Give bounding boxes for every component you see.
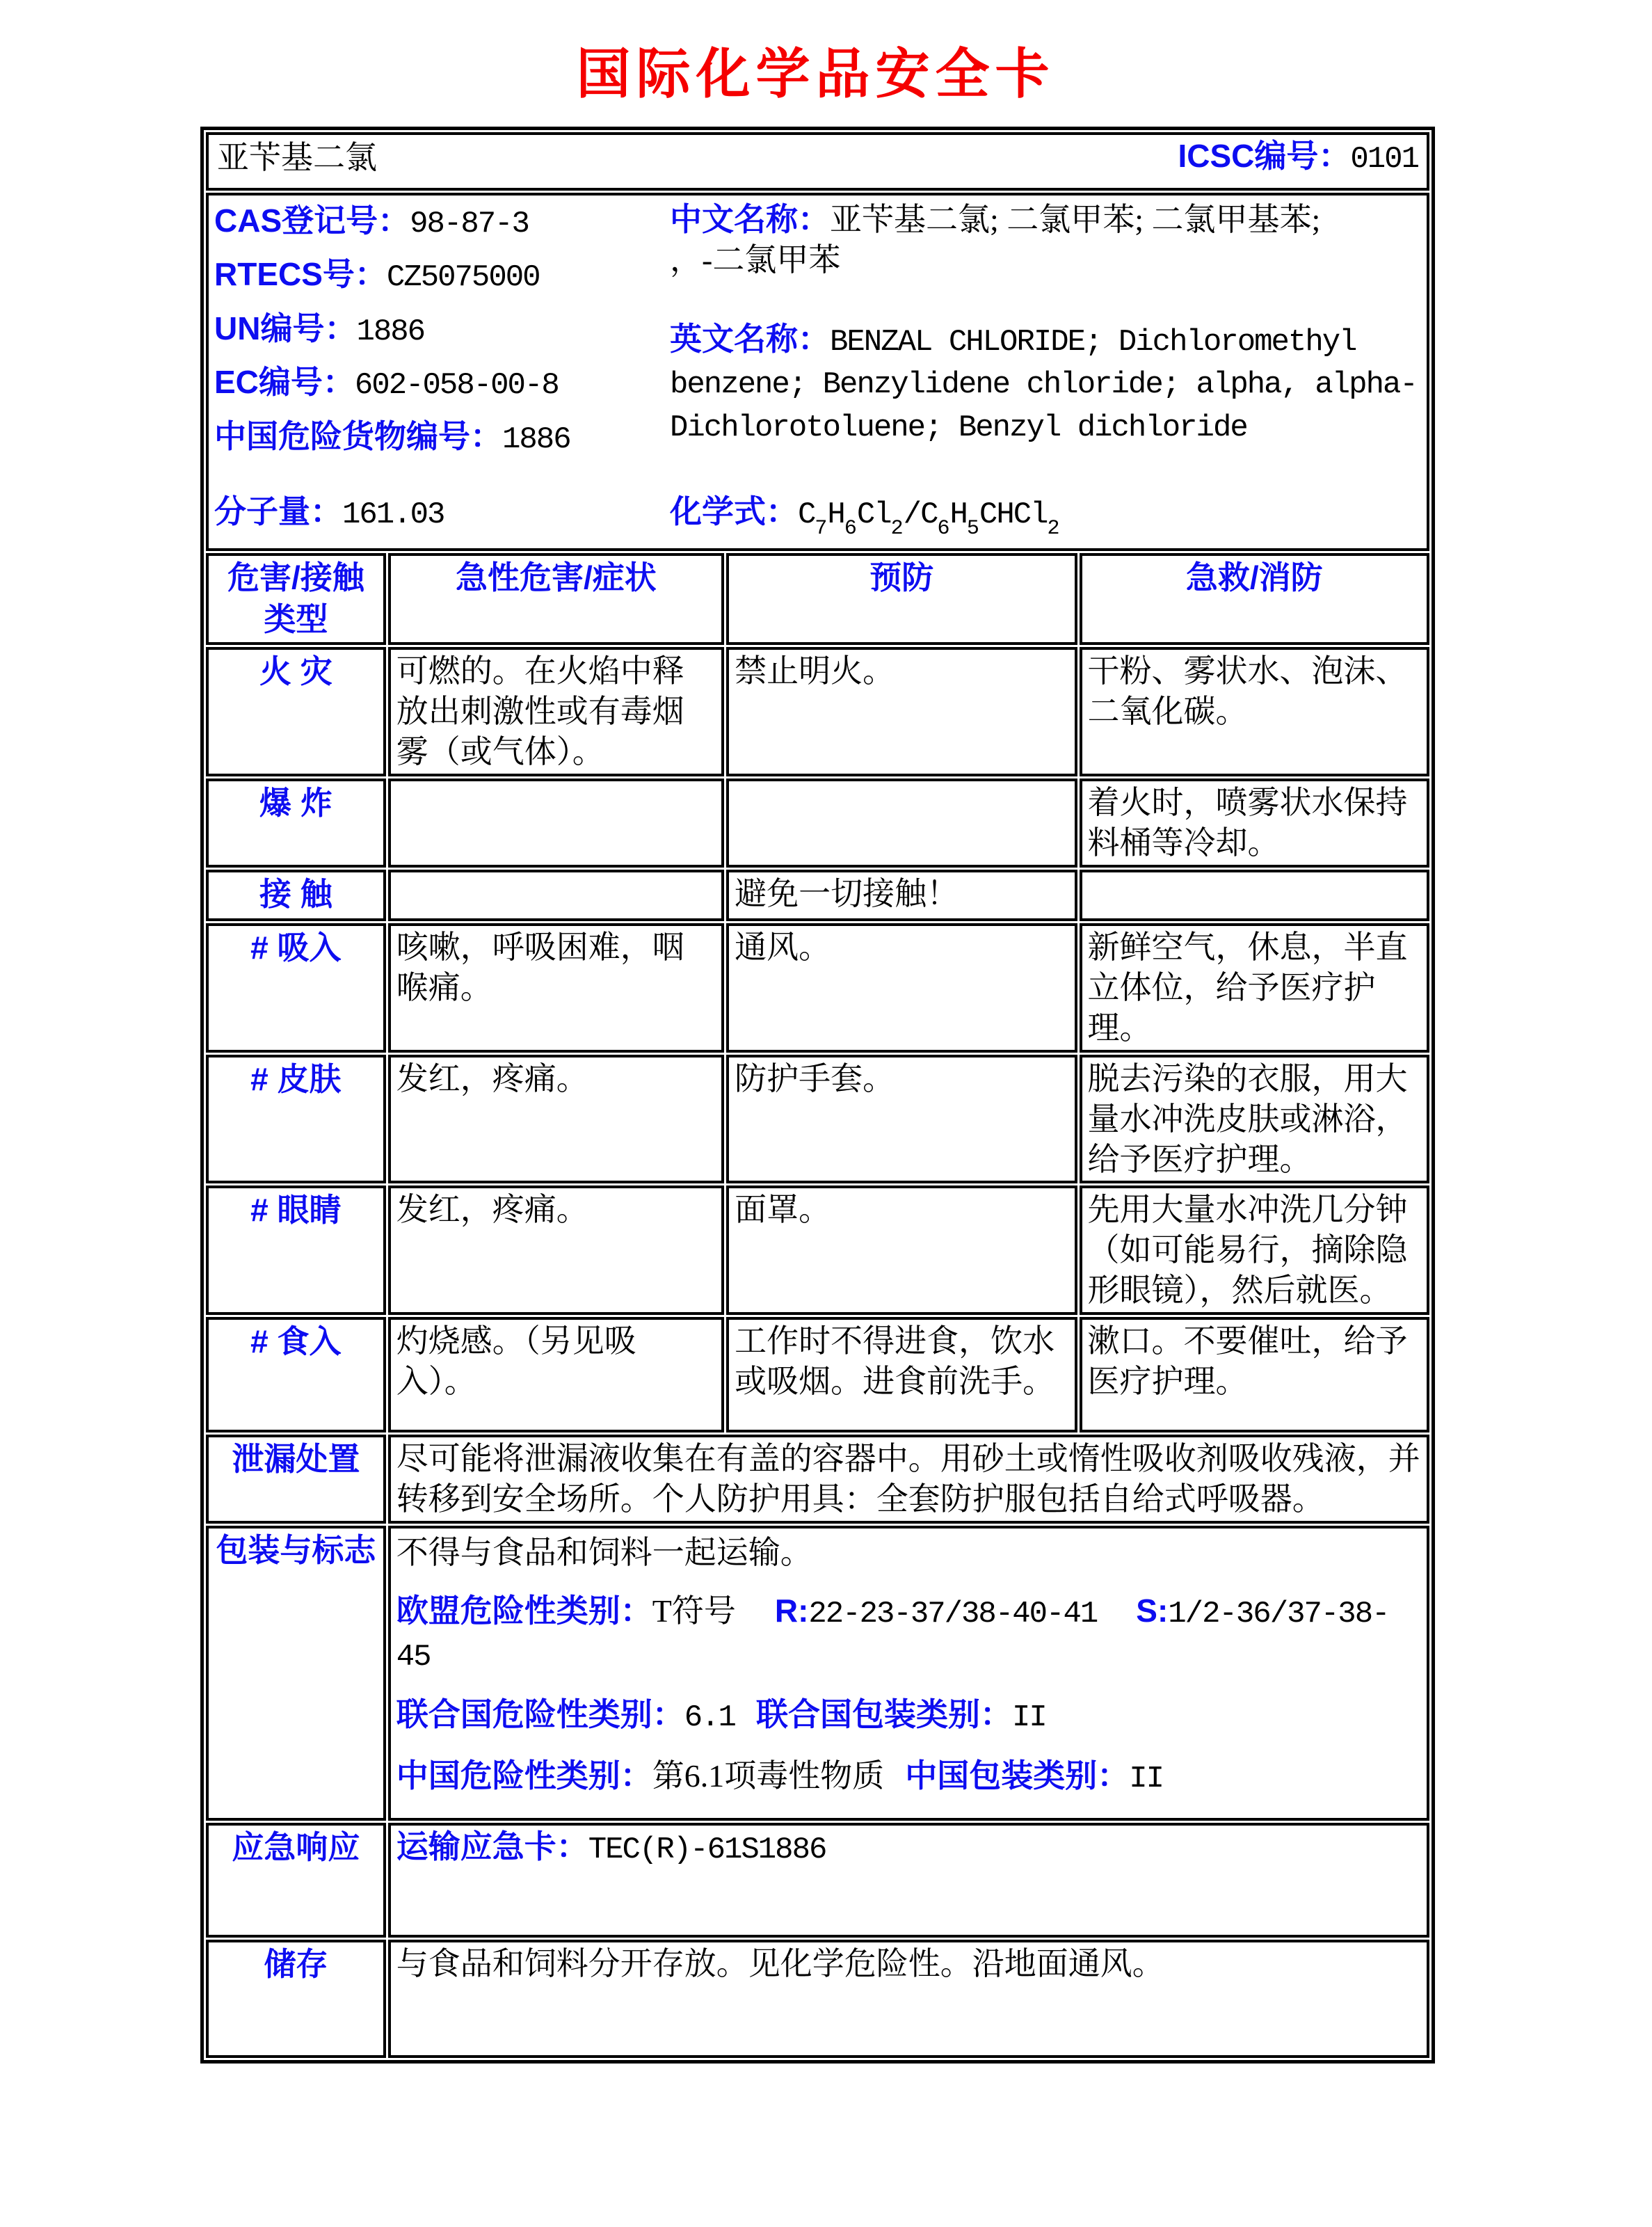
row-eyes	[206, 1186, 1429, 1315]
fire-prevention-cell: 禁止明火。	[726, 647, 1077, 776]
row-inhalation	[206, 923, 1429, 1053]
cas-number-line	[214, 201, 670, 244]
emergency-label-cell: 应急响应	[206, 1823, 386, 1938]
molecular-weight-label: 分子量：	[214, 493, 342, 530]
ingestion-symptoms-cell: 灼烧感。（另见吸入）。	[388, 1317, 724, 1432]
skin-type-cell: # 皮肤	[206, 1055, 386, 1184]
skin-symptoms-cell: 发红，疼痛。	[388, 1055, 724, 1184]
un-class-value: 6.1	[684, 1700, 735, 1736]
row-skin	[206, 1055, 1429, 1184]
eu-r-value: 22-23-37/38-40-41	[808, 1597, 1098, 1632]
molecular-weight-line	[214, 492, 670, 547]
icsc-number-group	[1178, 136, 1418, 179]
eu-hazard-value: T符号	[652, 1593, 736, 1629]
contact-symptoms-cell	[388, 870, 724, 921]
eyes-response-cell: 先用大量水冲洗几分钟（如可能易行，摘除隐形眼镜），然后就医。	[1080, 1186, 1429, 1315]
contact-response-cell	[1080, 870, 1429, 921]
un-number-line	[214, 309, 670, 351]
cn-pack-label: 中国包装类别：	[905, 1757, 1130, 1794]
explosion-prevention-cell	[726, 779, 1077, 868]
hazard-header-type-line2: 类型	[264, 600, 328, 637]
explosion-response-cell: 着火时，喷雾状水保持料桶等冷却。	[1080, 779, 1429, 868]
ingestion-prevention-cell: 工作时不得进食，饮水或吸烟。进食前洗手。	[726, 1317, 1077, 1432]
rtecs-label: RTECS号：	[214, 256, 387, 293]
china-dg-label: 中国危险货物编号：	[214, 417, 502, 454]
row-identifiers	[206, 193, 1429, 551]
un-label: UN编号：	[214, 310, 357, 346]
ec-number-line	[214, 362, 670, 405]
ec-label: EC编号：	[214, 364, 355, 401]
cas-value: 98-87-3	[410, 207, 529, 241]
substance-name: 亚苄基二氯	[217, 139, 377, 175]
row-card-header	[206, 132, 1429, 191]
chemical-names	[670, 197, 1421, 492]
packaging-un-line	[396, 1695, 1421, 1737]
row-explosion	[206, 779, 1429, 868]
cn-class-label: 中国危险性类别：	[396, 1757, 652, 1794]
chinese-name-line2: ，-二氯甲苯	[670, 241, 841, 278]
chinese-name-line1: 亚苄基二氯; 二氯甲苯; 二氯甲基苯;	[830, 202, 1321, 237]
un-class-label: 联合国危险性类别：	[396, 1696, 684, 1733]
packaging-label-cell: 包装与标志	[206, 1526, 386, 1821]
rtecs-value: CZ5075000	[386, 260, 540, 296]
card-header-cell	[206, 132, 1429, 191]
un-pack-value: II	[1011, 1700, 1046, 1736]
cn-class-value: 第6.1项毒性物质	[652, 1757, 885, 1794]
inhalation-symptoms-cell: 咳嗽，呼吸困难，咽喉痛。	[388, 923, 724, 1053]
registry-numbers	[214, 197, 670, 492]
hazard-header-response: 急救/消防	[1080, 553, 1429, 645]
eyes-symptoms-cell: 发红，疼痛。	[388, 1186, 724, 1315]
transport-card-value: TEC(R)-61S1886	[588, 1832, 826, 1867]
row-fire	[206, 647, 1429, 776]
inhalation-response-cell: 新鲜空气，休息，半直立体位，给予医疗护理。	[1080, 923, 1429, 1053]
hazard-header-prevention: 预防	[726, 553, 1077, 645]
spill-label-cell: 泄漏处置	[206, 1435, 386, 1524]
storage-label-cell: 储存	[206, 1940, 386, 2058]
row-emergency	[206, 1823, 1429, 1938]
skin-prevention-cell: 防护手套。	[726, 1055, 1077, 1184]
transport-card-label: 运输应急卡：	[396, 1828, 588, 1865]
eu-r-label: R:	[774, 1593, 809, 1629]
eu-hazard-label: 欧盟危险性类别：	[396, 1593, 652, 1629]
row-contact	[206, 870, 1429, 921]
chinese-name-block	[670, 200, 1421, 280]
spill-text-cell: 尽可能将泄漏液收集在有盖的容器中。用砂土或惰性吸收剂吸收残液，并转移到安全场所。个人防护用具：全套防护服包括自给式呼吸器。	[388, 1435, 1429, 1524]
chemical-formula: $C_7H_6Cl_2/C_6H_5CHCl_2$	[798, 497, 1060, 541]
eyes-prevention-cell: 面罩。	[726, 1186, 1077, 1315]
chemical-formula-label: 化学式：	[670, 493, 798, 530]
eu-s-value: 1/2-36/37-38-45	[396, 1597, 1389, 1675]
ingestion-response-cell: 漱口。不要催吐，给予医疗护理。	[1080, 1317, 1429, 1432]
cn-pack-value: II	[1129, 1761, 1164, 1796]
packaging-content-cell	[388, 1526, 1429, 1821]
china-dg-number-line	[214, 417, 670, 459]
inhalation-type-cell: # 吸入	[206, 923, 386, 1053]
rtecs-number-line	[214, 255, 670, 297]
fire-type-cell: 火 灾	[206, 647, 386, 776]
row-ingestion	[206, 1317, 1429, 1432]
icsc-label: ICSC编号：	[1178, 138, 1351, 174]
row-storage	[206, 1940, 1429, 2058]
ec-value: 602-058-00-8	[354, 368, 559, 404]
page-title: 国际化学品安全卡	[576, 43, 1055, 104]
hazard-header-type-line1: 危害/接触	[227, 559, 364, 596]
english-name-block	[670, 319, 1421, 447]
china-dg-value: 1886	[502, 422, 570, 457]
eyes-type-cell: # 眼睛	[206, 1186, 386, 1315]
packaging-eu-line	[396, 1591, 1421, 1677]
explosion-symptoms-cell	[388, 779, 724, 868]
inhalation-prevention-cell: 通风。	[726, 923, 1077, 1053]
row-packaging	[206, 1526, 1429, 1821]
skin-response-cell: 脱去污染的衣服，用大量水冲洗皮肤或淋浴，给予医疗护理。	[1080, 1055, 1429, 1184]
fire-symptoms-cell: 可燃的。在火焰中释放出刺激性或有毒烟雾（或气体）。	[388, 647, 724, 776]
cas-label: CAS登记号：	[214, 202, 410, 239]
un-pack-label: 联合国包装类别：	[755, 1696, 1012, 1733]
safety-card-table	[200, 127, 1435, 2064]
storage-text-cell: 与食品和饲料分开存放。见化学危险性。沿地面通风。	[388, 1940, 1429, 2058]
packaging-transport-note: 不得与食品和饲料一起运输。	[396, 1535, 812, 1571]
contact-type-cell: 接 触	[206, 870, 386, 921]
contact-prevention-cell: 避免一切接触！	[726, 870, 1077, 921]
identifiers-cell	[206, 193, 1429, 551]
explosion-type-cell: 爆 炸	[206, 779, 386, 868]
hazard-header-type	[206, 553, 386, 645]
row-hazard-header	[206, 553, 1429, 645]
un-value: 1886	[356, 314, 425, 349]
eu-s-label: S:	[1136, 1593, 1169, 1629]
row-spill	[206, 1435, 1429, 1524]
hazard-header-symptoms: 急性危害/症状	[388, 553, 724, 645]
english-name-value: BENZAL CHLORIDE; Dichloromethyl benzene; Benzylidene chloride; alpha, alpha-Dichlorotoluene; Benzyl dichloride	[670, 324, 1417, 445]
chinese-name-label: 中文名称：	[670, 201, 830, 237]
molecular-weight-value: 161.03	[342, 497, 444, 533]
icsc-number: 0101	[1350, 142, 1418, 177]
packaging-cn-line	[396, 1756, 1421, 1798]
chemical-formula-line	[670, 492, 1421, 547]
emergency-content-cell	[388, 1823, 1429, 1938]
ingestion-type-cell: # 食入	[206, 1317, 386, 1432]
fire-response-cell: 干粉、雾状水、泡沫、二氧化碳。	[1080, 647, 1429, 776]
english-name-label: 英文名称：	[670, 320, 830, 357]
